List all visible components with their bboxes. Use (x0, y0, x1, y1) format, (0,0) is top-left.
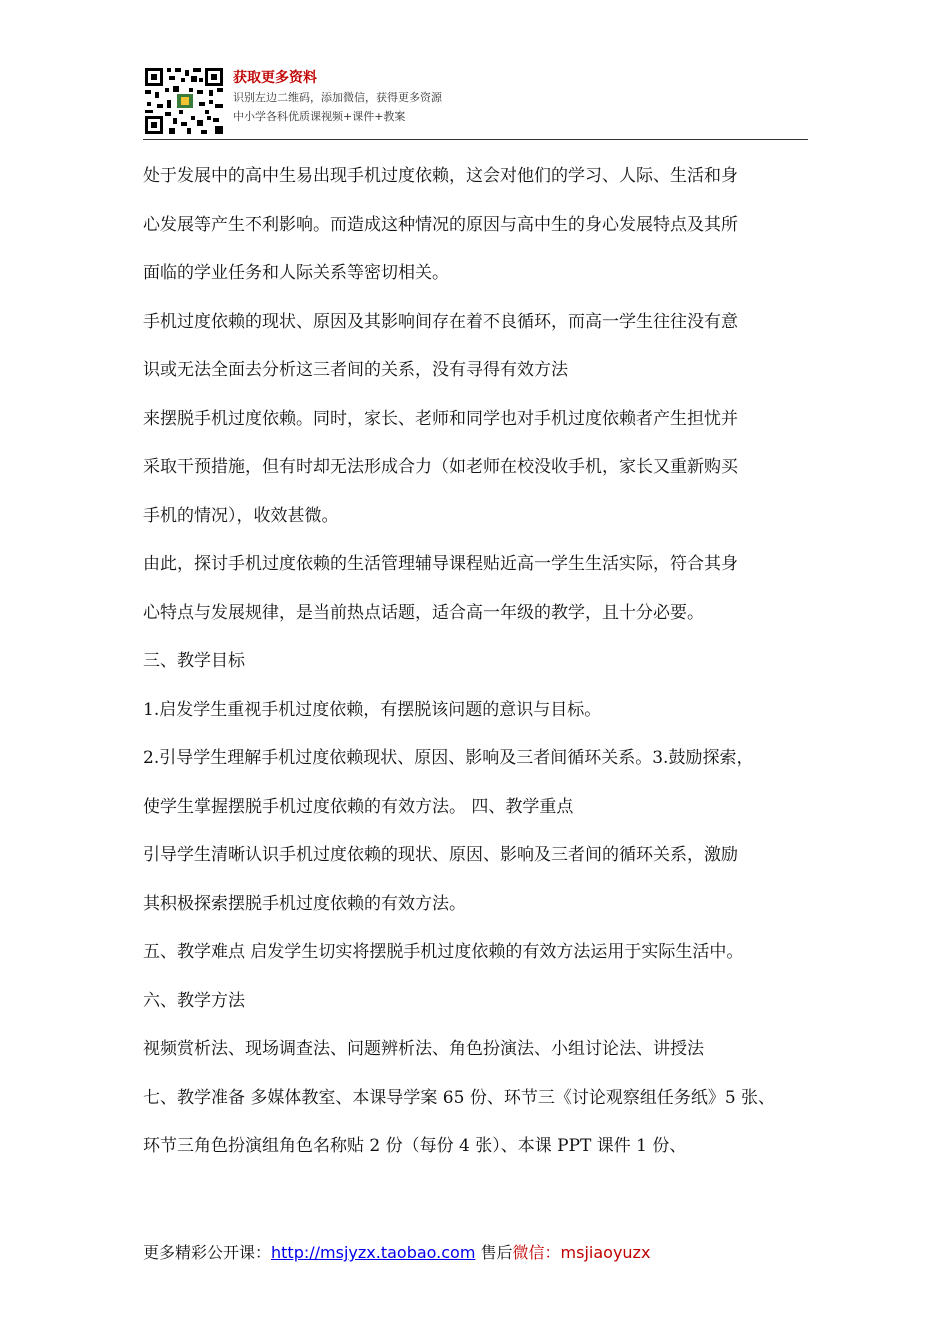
text-line: 手机的情况），收效甚微。 (143, 505, 339, 526)
header-line-2: 中小学各科优质课视频+课件+教案 (233, 110, 406, 123)
header-text-block (233, 68, 442, 126)
text-line: 使学生掌握摆脱手机过度依赖的有效方法。 四、教学重点 (143, 796, 574, 817)
text-line: 来摆脱手机过度依赖。同时，家长、老师和同学也对手机过度依赖者产生担忧并 (143, 408, 738, 429)
text-line: 引导学生清晰认识手机过度依赖的现状、原因、影响及三者间的循环关系，激励 (143, 845, 738, 865)
footer-wechat-id: msjiaoyuzx (560, 1243, 651, 1262)
text-line: 采取干预措施，但有时却无法形成合力（如老师在校没收手机，家长又重新购买 (143, 457, 738, 477)
text-line: 2.引导学生理解手机过度依赖现状、原因、影响及三者间循环关系。3.鼓励探索， (143, 748, 754, 768)
text-line: 七、教学准备 多媒体教室、本课导学案 65 份、环节三《讨论观察组任务纸》5 张、 (143, 1087, 776, 1108)
text-line: 由此，探讨手机过度依赖的生活管理辅导课程贴近高一学生生活实际，符合其身 (143, 554, 738, 574)
text-line: 面临的学业任务和人际关系等密切相关。 (143, 263, 449, 283)
page-footer (143, 1240, 650, 1263)
text-line: 心特点与发展规律，是当前热点话题，适合高一年级的教学，且十分必要。 (143, 602, 704, 623)
section-heading-objectives: 三、教学目标 (143, 651, 245, 671)
text-line: 其积极探索摆脱手机过度依赖的有效方法。 (143, 893, 466, 914)
document-body (143, 152, 823, 1171)
header-divider (143, 139, 808, 140)
text-line: 五、教学难点 启发学生切实将摆脱手机过度依赖的有效方法运用于实际生活中。 (143, 942, 744, 962)
header-title: 获取更多资料 (233, 70, 317, 86)
footer-shop-link[interactable]: http://msjyzx.taobao.com (271, 1243, 476, 1262)
footer-after-sales: 售后 (475, 1243, 513, 1262)
text-line: 识或无法全面去分析这三者间的关系，没有寻得有效方法 (143, 360, 568, 380)
text-line: 手机过度依赖的现状、原因及其影响间存在着不良循环，而高一学生往往没有意 (143, 311, 738, 332)
section-heading-methods: 六、教学方法 (143, 990, 245, 1011)
text-line: 1.启发学生重视手机过度依赖，有摆脱该问题的意识与目标。 (143, 699, 602, 720)
text-line: 处于发展中的高中生易出现手机过度依赖，这会对他们的学习、人际、生活和身 (143, 166, 738, 186)
text-line: 环节三角色扮演组角色名称贴 2 份（每份 4 张）、本课 PPT 课件 1 份、 (143, 1136, 687, 1156)
page-header (143, 66, 808, 138)
qr-code-icon (143, 66, 225, 136)
footer-wechat-label: 微信： (512, 1243, 561, 1262)
text-line: 心发展等产生不利影响。而造成这种情况的原因与高中生的身心发展特点及其所 (143, 214, 738, 235)
header-line-1: 识别左边二维码，添加微信，获得更多资源 (233, 91, 442, 104)
footer-prefix: 更多精彩公开课： (143, 1243, 272, 1262)
text-line: 视频赏析法、现场调查法、问题辨析法、角色扮演法、小组讨论法、讲授法 (143, 1039, 704, 1059)
